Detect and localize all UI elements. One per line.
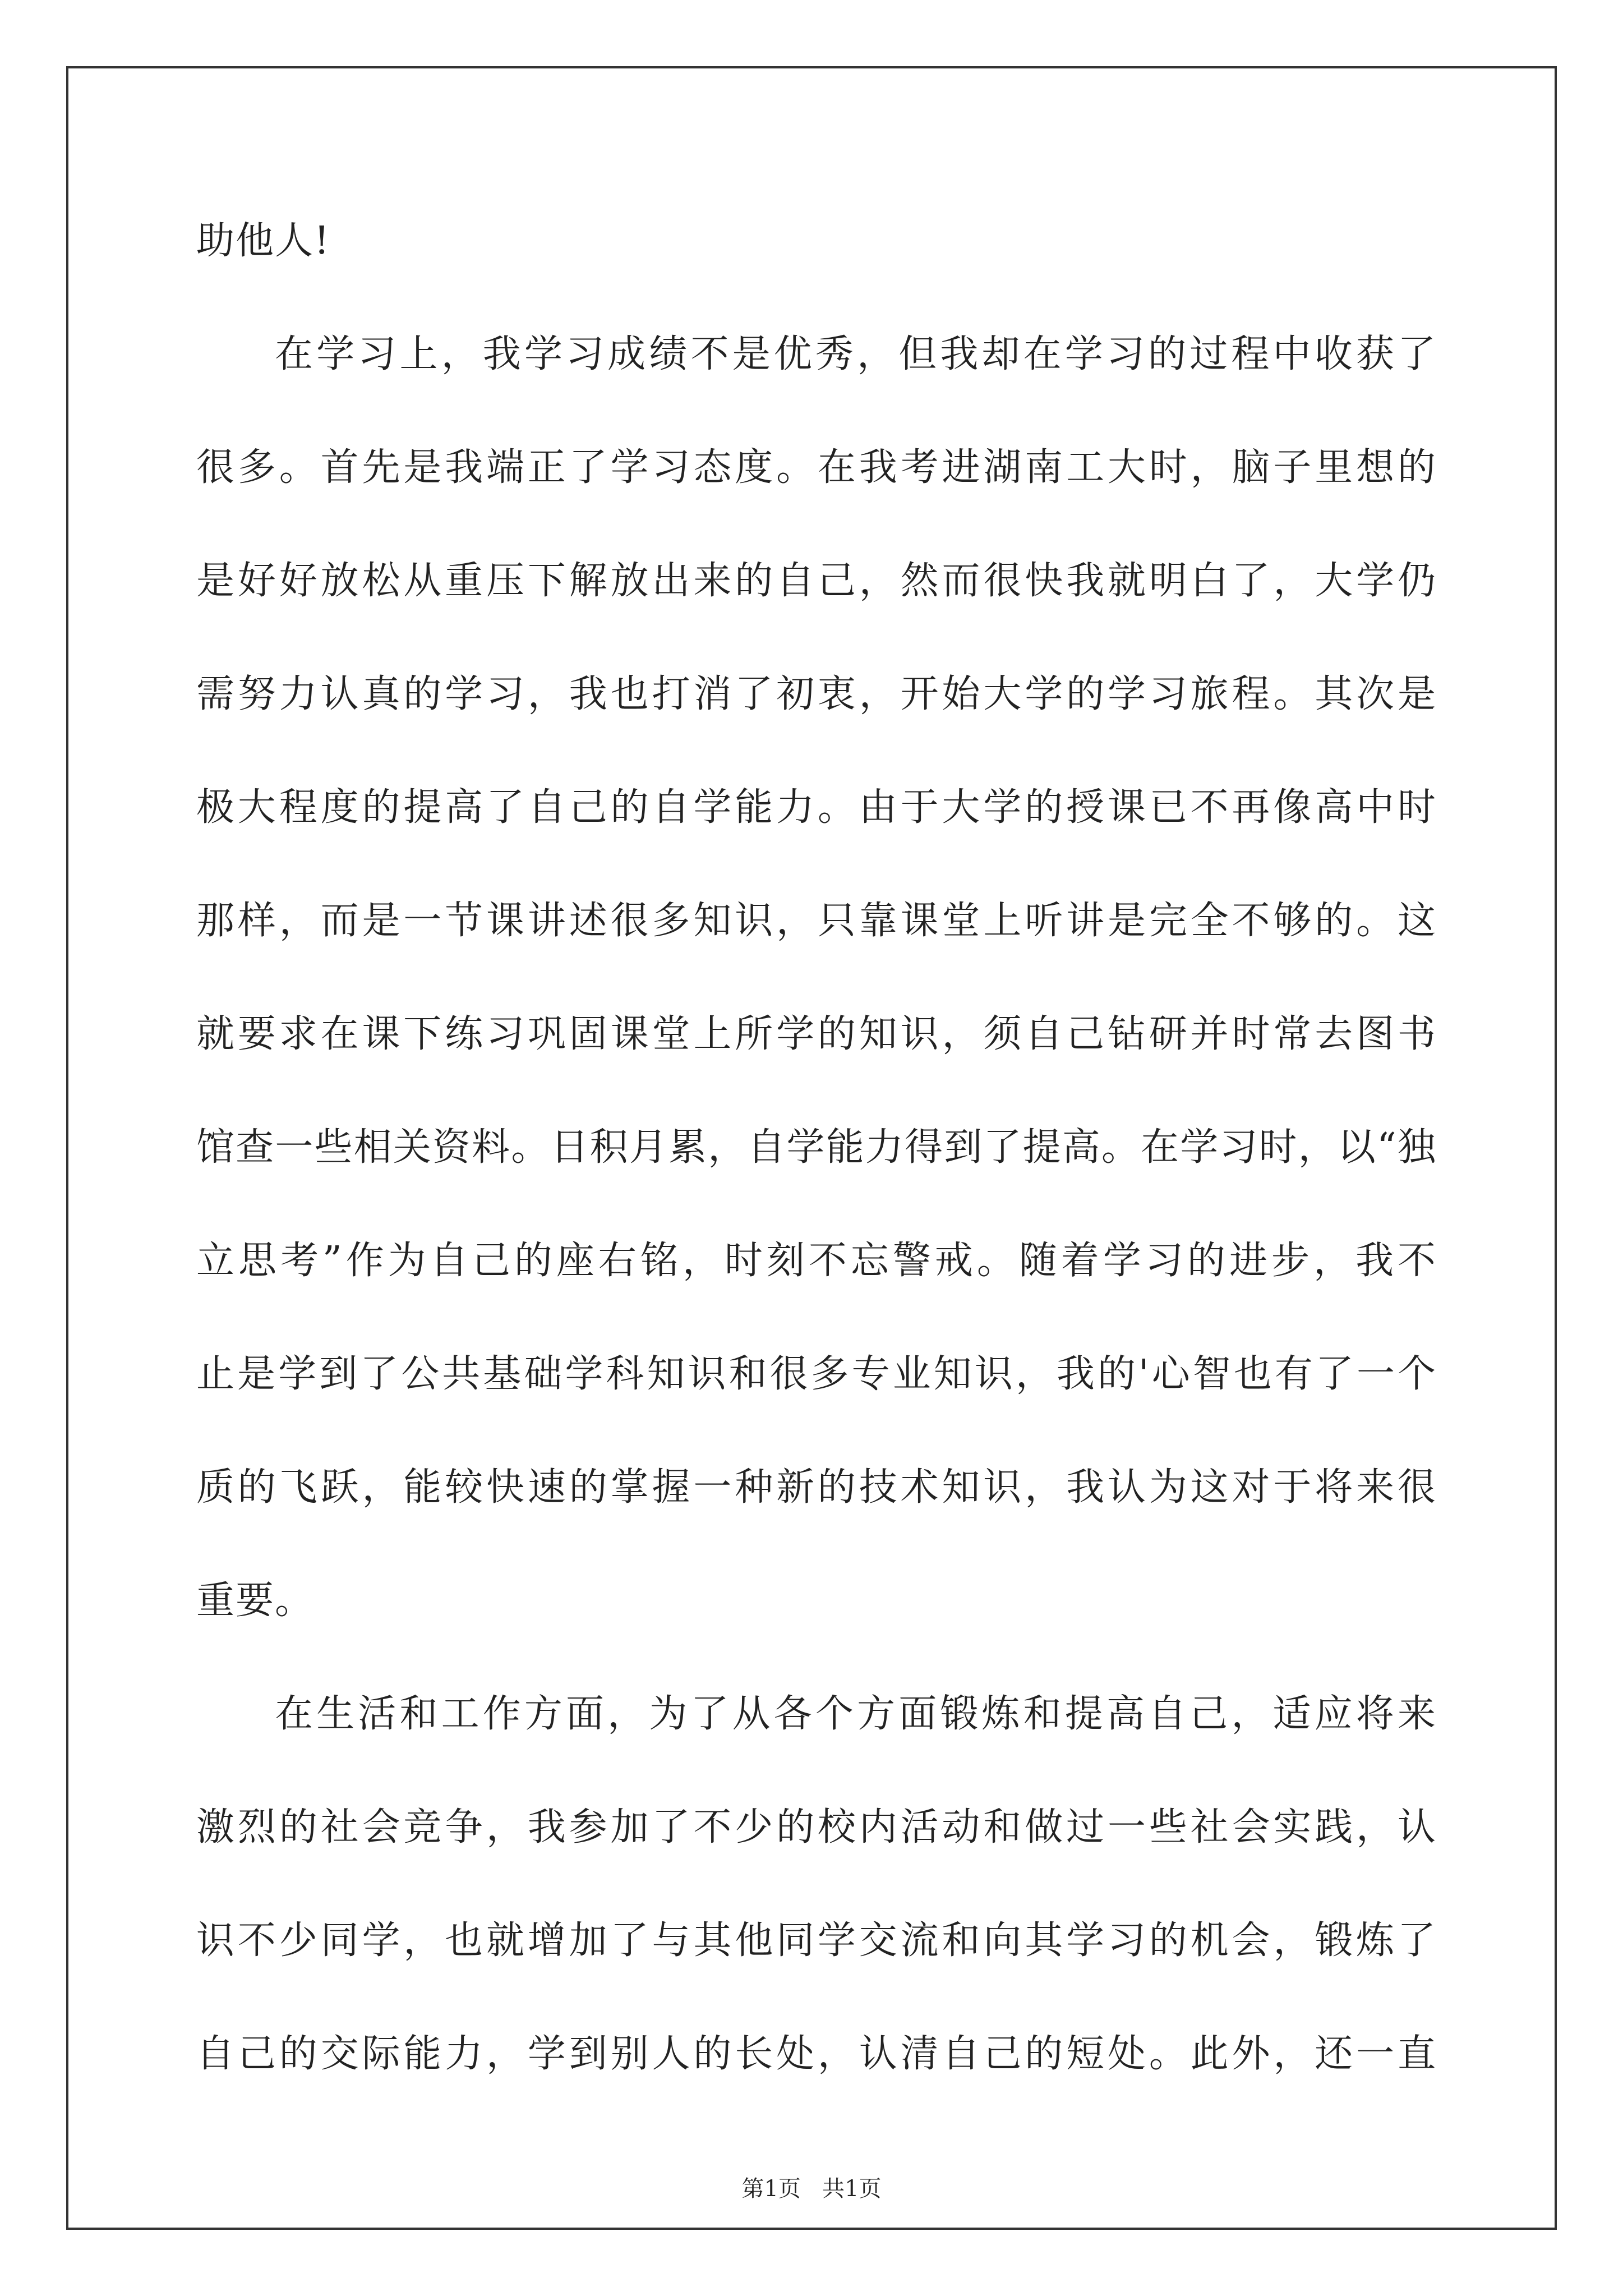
text-line-16: 识不少同学，也就增加了与其他同学交流和向其学习的机会，锻炼了 <box>196 1918 1437 1963</box>
text-line-13: 重要。 <box>196 1579 315 1623</box>
text-line-1: 助他人! <box>196 219 331 263</box>
text-line-10: 立思考”作为自己的座右铭，时刻不忘警戒。随着学习的进步，我不 <box>196 1239 1437 1283</box>
text-line-14: 在生活和工作方面，为了从各个方面锻炼和提高自己，适应将来 <box>275 1692 1437 1736</box>
text-line-15: 激烈的社会竞争，我参加了不少的校内活动和做过一些社会实践，认 <box>196 1805 1437 1849</box>
page-footer: 第1页 共1页 <box>741 2176 882 2202</box>
text-line-3: 很多。首先是我端正了学习态度。在我考进湖南工大时，脑子里想的 <box>196 445 1437 490</box>
text-line-6: 极大程度的提高了自己的自学能力。由于大学的授课已不再像高中时 <box>196 785 1437 830</box>
text-line-5: 需努力认真的学习，我也打消了初衷，开始大学的学习旅程。其次是 <box>196 672 1437 716</box>
text-line-12: 质的飞跃，能较快速的掌握一种新的技术知识，我认为这对于将来很 <box>196 1465 1437 1510</box>
text-line-7: 那样，而是一节课讲述很多知识，只靠课堂上听讲是完全不够的。这 <box>196 899 1437 943</box>
text-line-9: 馆查一些相关资料。日积月累，自学能力得到了提高。在学习时，以“独 <box>196 1125 1437 1170</box>
text-line-8: 就要求在课下练习巩固课堂上所学的知识，须自己钻研并时常去图书 <box>196 1012 1437 1056</box>
text-line-11: 止是学到了公共基础学科知识和很多专业知识，我的'心智也有了一个 <box>196 1352 1437 1396</box>
text-line-17: 自己的交际能力，学到别人的长处，认清自己的短处。此外，还一直 <box>196 2032 1437 2076</box>
text-line-4: 是好好放松从重压下解放出来的自己，然而很快我就明白了，大学仍 <box>196 559 1437 603</box>
text-line-2: 在学习上，我学习成绩不是优秀，但我却在学习的过程中收获了 <box>275 332 1437 376</box>
